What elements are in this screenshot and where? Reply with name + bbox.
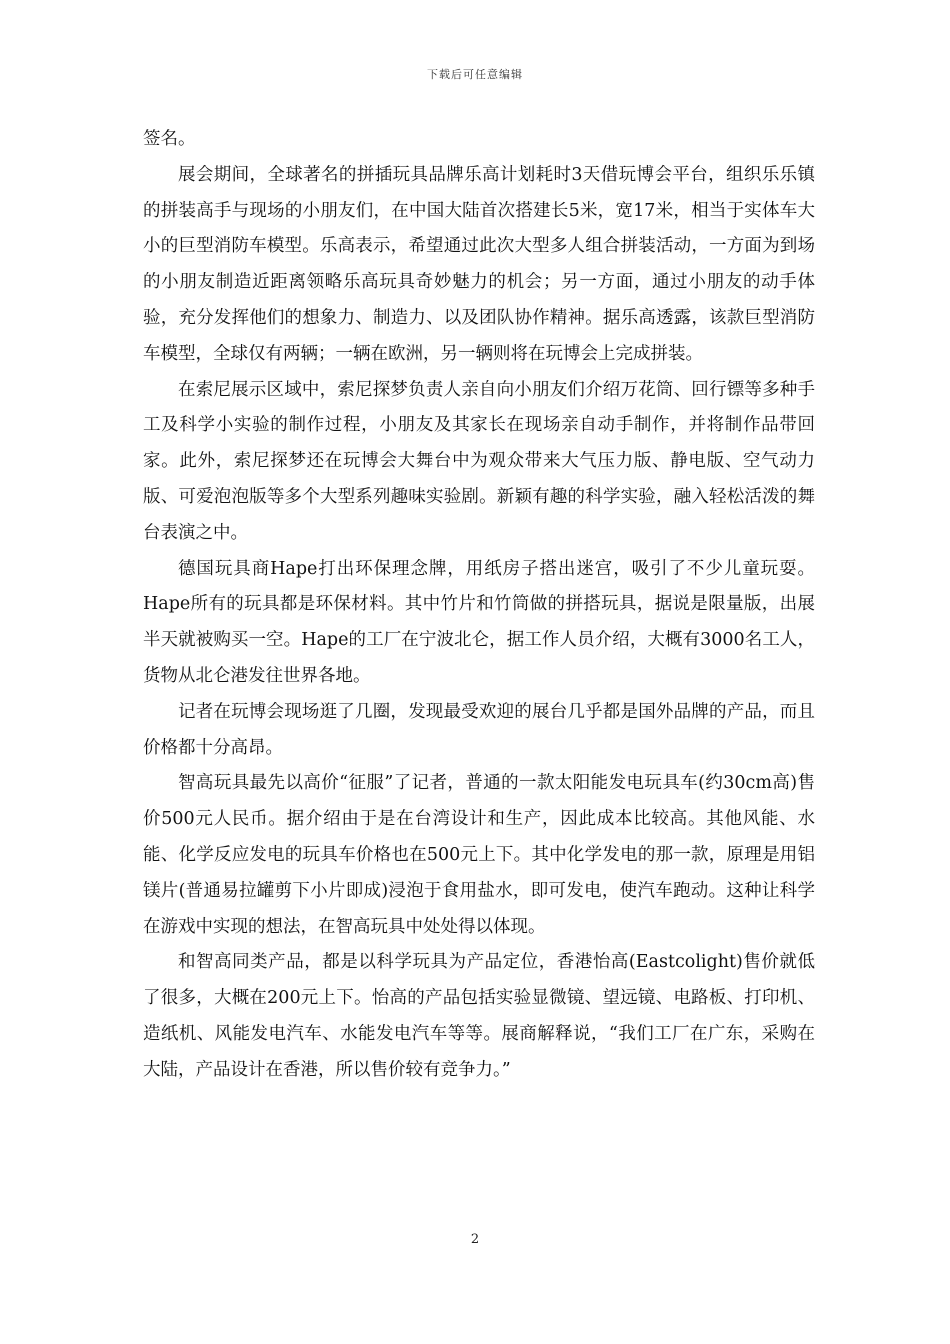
paragraph: 记者在玩博会现场逛了几圈，发现最受欢迎的展台几乎都是国外品牌的产品，而且价格都十分高昂。 [143, 701, 815, 758]
paragraph: 在索尼展示区域中，索尼探梦负责人亲自向小朋友们介绍万花筒、回行镖等多种手工及科学小实验的制作过程，小朋友及其家长在现场亲自动手制作，并将制作品带回家。此外，索尼探梦还在玩博会大舞台中为观众带来大气压力版、静电版、空气动力版、可爱泡泡版等多个大型系列趣味实验剧。新颖有趣的科学实验，融入轻松活泼的舞台表演之中。 [143, 379, 815, 543]
paragraph: 展会期间，全球著名的拼插玩具品牌乐高计划耗时3天借玩博会平台，组织乐乐镇的拼装高手与现场的小朋友们，在中国大陆首次搭建长5米，宽17米，相当于实体车大小的巨型消防车模型。乐高表示，希望通过此次大型多人组合拼装活动，一方面为到场的小朋友制造近距离领略乐高玩具奇妙魅力的机会；另一方面，通过小朋友的动手体验，充分发挥他们的想象力、制造力、以及团队协作精神。据乐高透露，该款巨型消防车模型，全球仅有两辆；一辆在欧洲，另一辆则将在玩博会上完成拼装。 [143, 164, 815, 364]
paragraph: 智高玩具最先以高价“征服”了记者，普通的一款太阳能发电玩具车(约30cm高)售价500元人民币。据介绍由于是在台湾设计和生产，因此成本比较高。其他风能、水能、化学反应发电的玩具车价格也在500元上下。其中化学发电的那一款，原理是用铝镁片(普通易拉罐剪下小片即成)浸泡于食用盐水，即可发电，使汽车跑动。这种让科学在游戏中实现的想法，在智高玩具中处处得以体现。 [143, 773, 815, 937]
paragraph: 德国玩具商Hape打出环保理念牌，用纸房子搭出迷宫，吸引了不少儿童玩耍。Hape所有的玩具都是环保材料。其中竹片和竹筒做的拼搭玩具，据说是限量版，出展半天就被购买一空。Hape的工厂在宁波北仑，据工作人员介绍，大概有3000名工人，货物从北仑港发往世界各地。 [143, 558, 815, 686]
article-body [143, 122, 815, 1089]
page-number: 2 [470, 1232, 480, 1247]
page-header: 下载后可任意编辑 [427, 68, 523, 81]
paragraph: 和智高同类产品，都是以科学玩具为产品定位，香港怡高(Eastcolight)售价就低了很多，大概在200元上下。怡高的产品包括实验显微镜、望远镜、电路板、打印机、造纸机、风能发电汽车、水能发电汽车等等。展商解释说，“我们工厂在广东，采购在大陆，产品设计在香港，所以售价较有竞争力。” [143, 952, 815, 1080]
paragraph: 签名。 [143, 129, 196, 149]
